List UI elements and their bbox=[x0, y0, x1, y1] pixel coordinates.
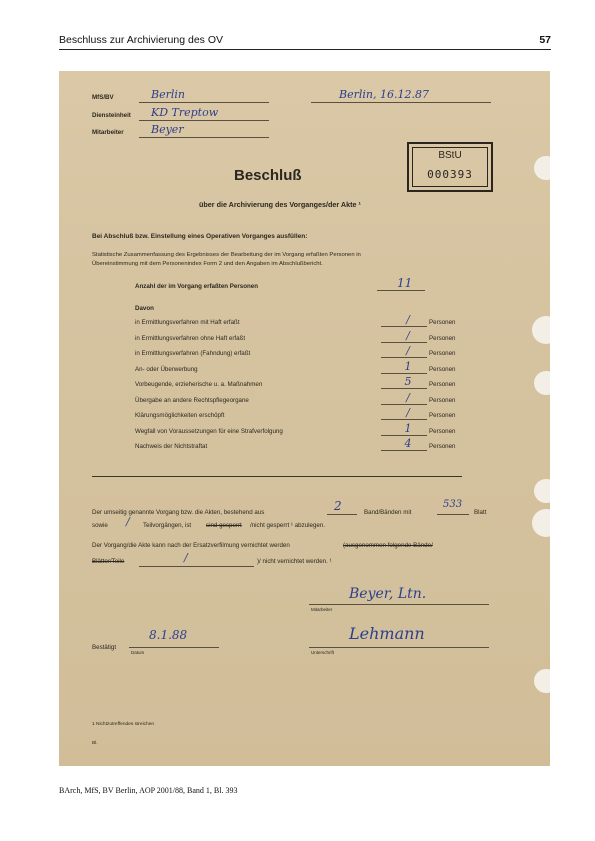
row-label: Vorbeugende, erzieherische u. a. Maßnahmen bbox=[135, 381, 263, 388]
row-line bbox=[381, 388, 427, 389]
signature-mitarbeiter: Beyer, Ltn. bbox=[349, 586, 427, 602]
row-label: Wegfall von Voraussetzungen für eine Strafverfolgung bbox=[135, 427, 283, 435]
punch-hole bbox=[534, 156, 550, 180]
row-line bbox=[381, 357, 427, 358]
row-value: 4 bbox=[404, 437, 412, 450]
unterschrift-label: Unterschrift bbox=[311, 650, 335, 655]
teil-value: / bbox=[126, 515, 130, 528]
p4-value: / bbox=[184, 551, 188, 564]
document-subtitle: über die Archivierung des Vorganges/der Akte ¹ bbox=[199, 200, 361, 209]
section-heading: Bei Abschluß bzw. Einstellung eines Operativen Vorganges ausfüllen: bbox=[92, 233, 308, 240]
place-date-line bbox=[311, 102, 491, 103]
dienst-value: KD Treptow bbox=[151, 106, 219, 119]
anzahl-label: Anzahl der im Vorgang erfaßten Personen bbox=[135, 283, 258, 290]
row-value: 5 bbox=[404, 375, 412, 388]
punch-hole bbox=[532, 316, 550, 344]
mfs-value: Berlin bbox=[151, 88, 185, 101]
scanned-document bbox=[59, 71, 550, 766]
row-line bbox=[381, 373, 427, 374]
p2-text-d: /nicht gesperrt ¹ abzulegen. bbox=[250, 522, 325, 529]
datum-label: Datum bbox=[131, 650, 145, 655]
p4-text-struck: Blätter/Teile bbox=[92, 558, 125, 565]
bottom-mark: Bl. bbox=[92, 741, 98, 746]
place-date: Berlin, 16.12.87 bbox=[339, 88, 429, 101]
row-label: in Ermittlungsverfahren mit Haft erfaßt bbox=[135, 319, 240, 326]
sig1-label: Mitarbeiter bbox=[311, 607, 333, 612]
blatt-line bbox=[437, 514, 469, 515]
stamp-line1: BStU bbox=[438, 150, 462, 161]
mitarbeiter-line bbox=[139, 137, 269, 138]
row-line bbox=[381, 419, 427, 420]
punch-hole bbox=[534, 479, 550, 503]
page-number: 57 bbox=[539, 34, 551, 46]
punch-hole bbox=[532, 509, 550, 537]
p4-line bbox=[139, 566, 254, 567]
row-value: / bbox=[406, 390, 410, 404]
anzahl-value: 11 bbox=[397, 276, 413, 290]
running-title: Beschluss zur Archivierung des OV bbox=[59, 34, 223, 46]
row-label: An- oder Überwerbung bbox=[135, 365, 198, 373]
signature-lehmann: Lehmann bbox=[349, 624, 425, 643]
row-unit: Personen bbox=[429, 381, 456, 388]
p2-text-b: Teilvorgängen, ist bbox=[143, 522, 192, 529]
row-label: in Ermittlungsverfahren ohne Haft erfaßt bbox=[135, 334, 246, 342]
row-value: / bbox=[406, 344, 410, 357]
row-unit: Personen bbox=[429, 412, 456, 419]
bestaetigt-label: Bestätigt bbox=[92, 644, 117, 651]
archive-stamp bbox=[407, 142, 493, 192]
row-value: 1 bbox=[404, 421, 412, 435]
separator-line bbox=[92, 476, 462, 477]
dienst-label: Diensteinheit bbox=[92, 112, 131, 119]
baende-line bbox=[327, 514, 357, 515]
row-value: / bbox=[406, 313, 410, 326]
mfs-line bbox=[139, 102, 269, 103]
row-unit: Personen bbox=[429, 319, 456, 326]
date-value: 8.1.88 bbox=[149, 628, 188, 642]
p1-text-c: Blatt bbox=[474, 509, 487, 516]
p4-text-b: )/ nicht vernichtet werden. ¹ bbox=[257, 558, 332, 565]
sig1-line bbox=[309, 604, 489, 605]
anzahl-line bbox=[377, 290, 425, 291]
intro-line1: Statistische Zusammenfassung des Ergebnisses der Bearbeitung der im Vorgang erfaßten Personen in bbox=[92, 252, 361, 258]
date-line bbox=[129, 647, 219, 648]
mfs-label: MfS/BV bbox=[92, 94, 114, 101]
davon-label: Davon bbox=[135, 305, 154, 312]
document-title: Beschluß bbox=[234, 167, 302, 184]
page-header bbox=[59, 33, 551, 50]
stamp-line2: 000393 bbox=[427, 168, 473, 181]
row-unit: Personen bbox=[429, 396, 456, 404]
p3-text-a: Der Vorgang/die Akte kann nach der Ersatzverfilmung vernichtet werden bbox=[92, 542, 290, 549]
punch-hole bbox=[534, 669, 550, 693]
mitarbeiter-value: Beyer bbox=[151, 123, 184, 136]
mitarbeiter-label: Mitarbeiter bbox=[92, 129, 124, 136]
sig2-line bbox=[309, 647, 489, 648]
row-line bbox=[381, 404, 427, 405]
p3-text-struck: (ausgenommen folgende Bände/ bbox=[343, 542, 433, 549]
row-line bbox=[381, 342, 427, 343]
source-citation: BArch, MfS, BV Berlin, AOP 2001/88, Band 1, Bl. 393 bbox=[59, 786, 238, 795]
row-label: in Ermittlungsverfahren (Fahndung) erfaßt bbox=[135, 350, 251, 357]
row-label: Nachweis der Nichtstraftat bbox=[135, 443, 208, 450]
row-label: Klärungsmöglichkeiten erschöpft bbox=[135, 412, 225, 419]
p1-text-b: Band/Bänden mit bbox=[364, 509, 412, 516]
row-value: 1 bbox=[404, 359, 412, 373]
row-label: Übergabe an andere Rechtspflegeorgane bbox=[135, 396, 249, 404]
row-unit: Personen bbox=[429, 334, 456, 342]
row-unit: Personen bbox=[429, 427, 456, 435]
intro-line2: Übereinstimmung mit dem Personenindex Form 2 und den Angaben im Abschlußbericht. bbox=[92, 261, 323, 267]
row-line bbox=[381, 326, 427, 327]
row-value: / bbox=[406, 328, 410, 342]
punch-hole bbox=[534, 371, 550, 395]
baende-value: 2 bbox=[334, 499, 342, 513]
p1-text-a: Der umseitig genannte Vorgang bzw. die Akten, bestehend aus bbox=[92, 509, 265, 516]
dienst-line bbox=[139, 120, 269, 121]
row-line bbox=[381, 450, 427, 451]
row-unit: Personen bbox=[429, 350, 456, 357]
p2-text-a: sowie bbox=[92, 522, 108, 529]
p2-text-struck: sind gesperrt bbox=[206, 522, 242, 529]
row-unit: Personen bbox=[429, 443, 456, 450]
footnote: 1 Nichtzutreffendes streichen bbox=[92, 722, 155, 727]
blatt-value: 533 bbox=[443, 499, 463, 510]
row-value: / bbox=[406, 406, 410, 419]
row-line bbox=[381, 435, 427, 436]
row-unit: Personen bbox=[429, 365, 456, 373]
